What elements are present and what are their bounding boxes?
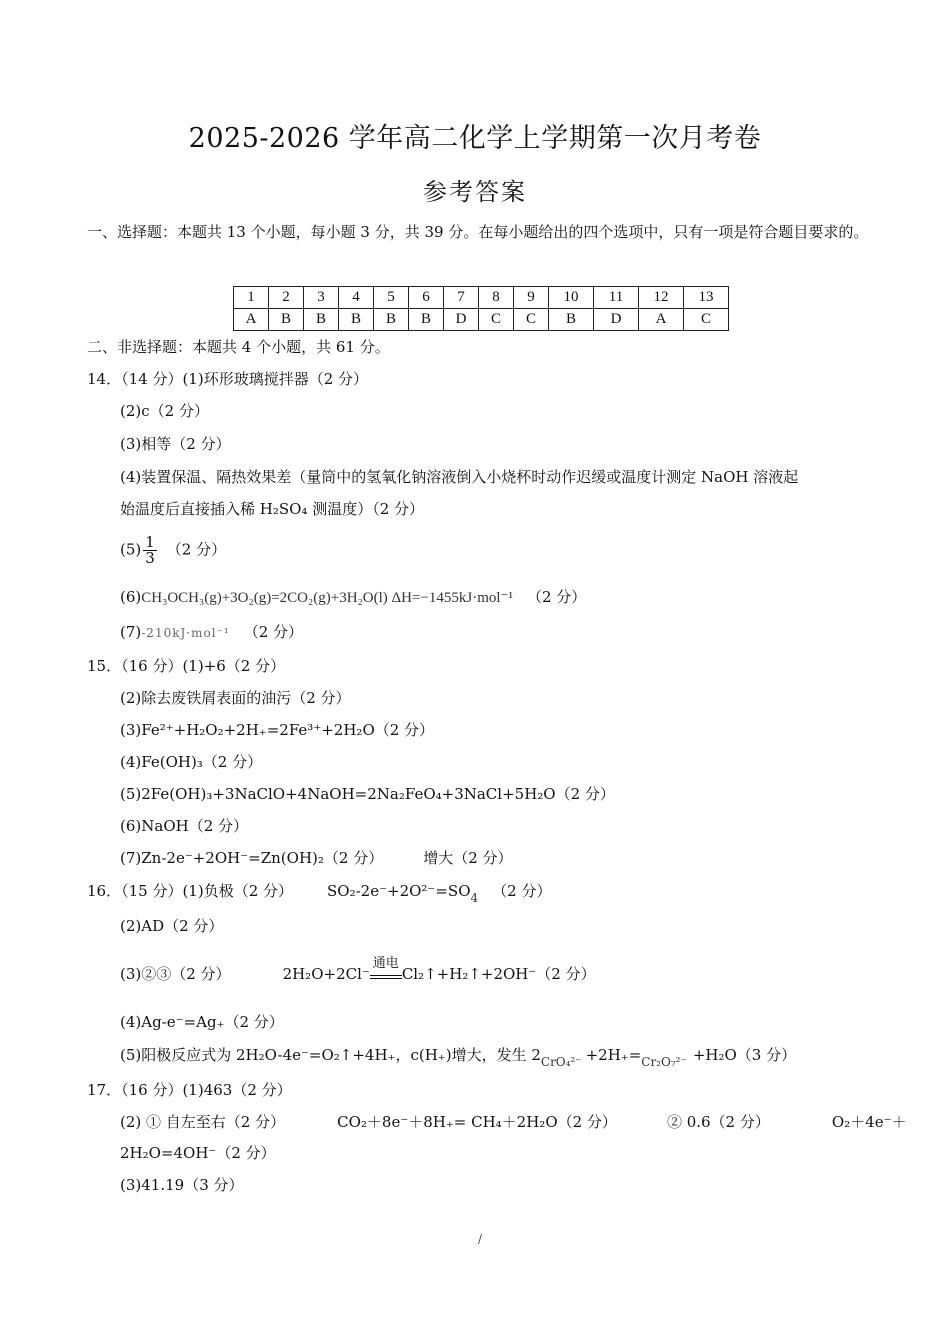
answer-table-answer-cell: A [234, 309, 269, 331]
fraction-numerator: 1 [145, 533, 155, 551]
q14-part-5-label: (5) [120, 540, 142, 559]
q15-part-7-answer: 增大（2 分） [423, 849, 513, 867]
answer-table-answer-cell: B [269, 309, 304, 331]
q16-part-4: (4)Ag-e⁻=Ag₊（2 分） [120, 1013, 284, 1031]
answer-table-answer-cell: C [514, 309, 549, 331]
q14-part-4-line-2: 始温度后直接插入稀 H₂SO₄ 测温度）（2 分） [120, 500, 425, 518]
answer-table-number-cell: 3 [304, 287, 339, 309]
q15-part-7 [120, 847, 513, 869]
q16-heading-score: （2 分） [492, 882, 552, 900]
q15-part-5: (5)2Fe(OH)₃+3NaClO+4NaOH=2Na₂FeO₄+3NaCl+5H₂O（2 分） [120, 785, 615, 803]
electrolysis-condition [370, 956, 402, 979]
q17-part-2-continued: 2H₂O=4OH⁻（2 分） [120, 1144, 276, 1162]
electrolysis-reactants: 2H₂O+2Cl⁻ [282, 965, 370, 983]
fraction-denominator: 3 [145, 549, 155, 567]
sulfate-subscript: 4 [470, 891, 479, 905]
q14-part-2: (2)c（2 分） [120, 402, 209, 420]
q14-part-3: (3)相等（2 分） [120, 435, 231, 453]
document-title: 2025-2026 学年高二化学上学期第一次月考卷 [188, 123, 762, 154]
thermochemical-equation: CH₃OCH₃(g)+3O₂(g)=2CO₂(g)+3H₂O(l) ΔH=−1455kJ·mol⁻¹ [141, 590, 513, 606]
q14-part-4-line-1: (4)装置保温、隔热效果差（量筒中的氢氧化钠溶液倒入小烧杯时动作迟缓或温度计测定 NaOH 溶液起 [120, 468, 799, 486]
answer-table-answer-cell: B [339, 309, 374, 331]
dichromate-ion: Cr₂O₇²⁻ [641, 1055, 687, 1069]
q14-part-5 [120, 535, 226, 566]
q14-part-6-score: （2 分） [526, 588, 587, 606]
answer-table-answer-cell: C [684, 309, 729, 331]
answer-table-answer-cell: B [409, 309, 444, 331]
q16-part-5-end: +H₂O（3 分） [692, 1046, 797, 1064]
q14-part-7-label: (7) [120, 623, 142, 641]
q15-heading: 15．（16 分）(1)+6（2 分） [87, 657, 286, 675]
q15-part-4: (4)Fe(OH)₃（2 分） [120, 753, 263, 771]
answer-table-number-cell: 8 [479, 287, 514, 309]
answer-table-number-cell: 11 [594, 287, 639, 309]
answer-table-number-row [234, 287, 729, 309]
double-line-arrow [370, 975, 402, 979]
answer-table-number-cell: 2 [269, 287, 304, 309]
answer-table-number-cell: 6 [409, 287, 444, 309]
q17-heading: 17．（16 分）(1)463（2 分） [87, 1081, 292, 1099]
electrolysis-products: Cl₂↑+H₂↑+2OH⁻（2 分） [401, 965, 596, 983]
q16-part-2: (2)AD（2 分） [120, 917, 224, 935]
enthalpy-value: -210kJ·mol⁻¹ [141, 626, 230, 640]
section-1-instructions: 一、选择题：本题共 13 个小题，每小题 3 分，共 39 分。在每小题给出的四个选项中，只有一项是符合题目要求的。 [87, 223, 869, 241]
q16-heading [87, 880, 551, 903]
q15-part-6: (6)NaOH（2 分） [120, 817, 249, 835]
q17-part-2-oxygen-equation: O₂＋4e⁻＋ [831, 1113, 907, 1131]
q16-part-5-mid: +2H₊= [585, 1046, 642, 1064]
q14-part-7-score: （2 分） [243, 623, 304, 641]
q16-part-5 [120, 1044, 796, 1067]
answer-table-answer-cell: B [374, 309, 409, 331]
q16-heading-text: 16．（15 分）(1)负极（2 分） [87, 882, 294, 900]
answer-table-answer-cell: C [479, 309, 514, 331]
answer-table-number-cell: 5 [374, 287, 409, 309]
chromate-ion: CrO₄²⁻ [540, 1055, 582, 1069]
answer-table-number-cell: 7 [444, 287, 479, 309]
section-2-instructions: 二、非选择题：本题共 4 个小题，共 61 分。 [87, 338, 390, 356]
q17-part-2-value: ② 0.6（2 分） [666, 1113, 770, 1131]
answer-table-answer-row [234, 309, 729, 331]
answer-table-number-cell: 4 [339, 287, 374, 309]
q14-part-5-score: （2 分） [166, 540, 227, 559]
q14-part-6 [120, 586, 586, 609]
q17-part-2-cathode-equation: CO₂＋8e⁻＋8H₊= CH₄＋2H₂O（2 分） [337, 1113, 617, 1131]
q15-part-7-equation: (7)Zn-2e⁻+2OH⁻=Zn(OH)₂（2 分） [120, 849, 384, 867]
answer-table-number-cell: 10 [549, 287, 594, 309]
q16-part-5-text: (5)阳极反应式为 2H₂O-4e⁻=O₂↑+4H₊，c(H₊)增大，发生 2 [120, 1046, 541, 1064]
q14-part-7 [120, 621, 303, 644]
answer-table-number-cell: 12 [639, 287, 684, 309]
answer-table-answer-cell: B [549, 309, 594, 331]
fraction [143, 535, 157, 566]
q14-heading: 14．（14 分）(1)环形玻璃搅拌器（2 分） [87, 370, 369, 388]
q17-part-3: (3)41.19（3 分） [120, 1176, 244, 1194]
q16-electrode-equation: SO₂-2e⁻+2O²⁻=SO [327, 882, 471, 900]
answer-table [233, 286, 729, 331]
answer-table-answer-cell: A [639, 309, 684, 331]
q15-part-3: (3)Fe²⁺+H₂O₂+2H₊=2Fe³⁺+2H₂O（2 分） [120, 721, 435, 739]
answer-table-answer-cell: B [304, 309, 339, 331]
page-footer: / [478, 1232, 483, 1246]
answer-table-number-cell: 1 [234, 287, 269, 309]
q17-part-2-direction: (2) ① 自左至右（2 分） [120, 1113, 286, 1131]
q14-part-6-label: (6) [120, 588, 142, 606]
q17-part-2 [120, 1111, 907, 1133]
answer-table-number-cell: 9 [514, 287, 549, 309]
answer-table-answer-cell: D [444, 309, 479, 331]
electrolysis-condition-label: 通电 [372, 956, 399, 971]
document-subtitle: 参考答案 [423, 178, 527, 206]
q15-part-2: (2)除去废铁屑表面的油污（2 分） [120, 689, 351, 707]
answer-table-number-cell: 13 [684, 287, 729, 309]
q16-part-3-label: (3)②③（2 分） [120, 965, 231, 983]
q16-part-3 [120, 956, 596, 985]
answer-table-answer-cell: D [594, 309, 639, 331]
